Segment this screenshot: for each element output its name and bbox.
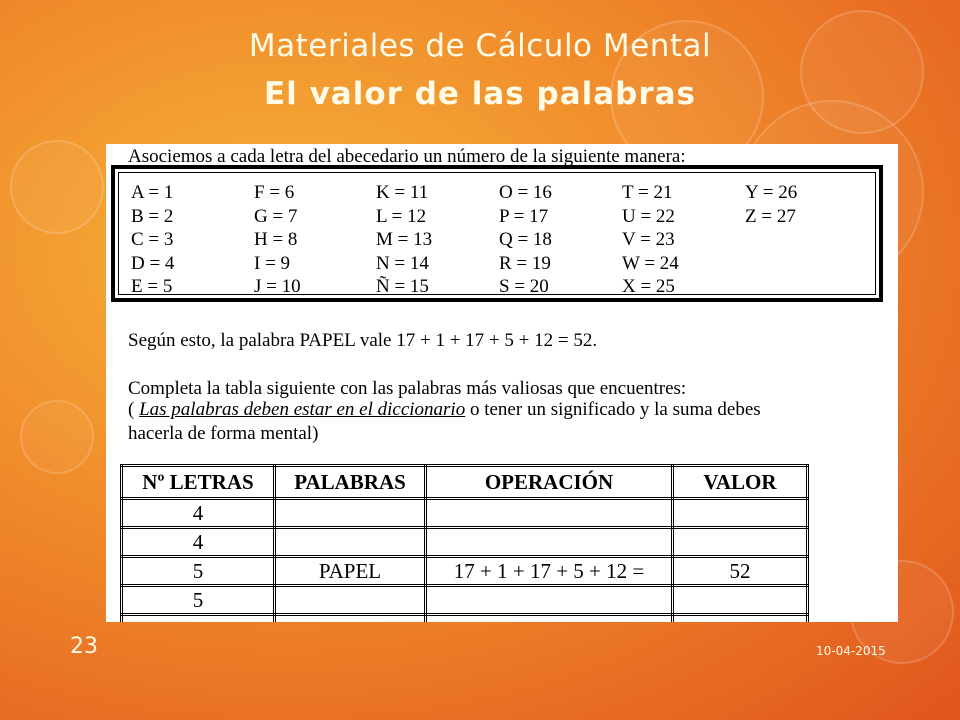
letter-value: Q = 18 [499,229,552,250]
intro-text: Asociemos a cada letra del abecedario un número de la siguiente manera: [128,146,686,167]
letter-value: A = 1 [131,182,174,203]
letter-value: B = 2 [131,205,174,227]
letter-value: Z = 27 [745,205,796,227]
slide-date: 10-04-2015 [816,644,886,658]
scanned-worksheet [106,144,898,622]
table-cell [673,586,808,615]
table-cell [673,615,808,623]
table-cell [275,586,426,615]
decorative-bubble [20,400,94,474]
letter-value: Ñ = 15 [376,276,429,297]
instruction-line-2 [128,399,866,421]
table-cell [673,528,808,557]
table-cell: 4 [122,528,275,557]
letter-value: N = 14 [376,252,429,274]
table-cell: PAPEL [275,557,426,586]
letter-value: Y = 26 [745,182,798,203]
slide-subtitle: El valor de las palabras [263,76,697,112]
table-cell [673,499,808,528]
letter-value: D = 4 [131,252,175,274]
letter-values-inner [118,172,876,295]
table-cell [122,615,275,623]
letter-value: P = 17 [499,205,549,227]
header-value: VALOR [673,466,808,499]
table-cell [275,528,426,557]
header-operation: OPERACIÓN [426,466,673,499]
table-cell [275,499,426,528]
letter-value: L = 12 [376,205,427,227]
letter-column [622,181,679,299]
decorative-bubble [10,140,104,234]
letter-column [499,181,552,299]
table-row [122,557,808,586]
letter-value: I = 9 [254,252,291,274]
table-cell: 4 [122,499,275,528]
letter-value: H = 8 [254,229,298,250]
table-row [122,586,808,615]
table-cell: 52 [673,557,808,586]
table-header-row [122,466,808,499]
table-row [122,615,808,623]
letter-value: F = 6 [254,182,295,203]
instruction-line-3: hacerla de forma mental) [128,423,319,444]
table-cell [426,615,673,623]
table-cell [426,586,673,615]
letter-value: S = 20 [499,276,549,297]
letter-value: U = 22 [622,205,675,227]
letter-value: J = 10 [254,276,301,297]
letter-column [376,181,432,299]
letter-value: X = 25 [622,276,675,297]
table-cell [275,615,426,623]
instruction-line-1: Completa la tabla siguiente con las palabras más valiosas que encuentres: [128,378,687,399]
table-row [122,528,808,557]
letter-value: V = 23 [622,229,675,250]
instruction-rest: o tener un significado y la suma debes [465,399,761,420]
letter-value: O = 16 [499,182,552,203]
letter-values-box [111,165,883,302]
header-num-letters: Nº LETRAS [122,466,275,499]
table-cell: 5 [122,586,275,615]
letter-value: G = 7 [254,205,298,227]
header-words: PALABRAS [275,466,426,499]
example-text: Según esto, la palabra PAPEL vale 17 + 1 + 17 + 5 + 12 = 52. [128,330,598,351]
table-row [122,499,808,528]
instruction-open: ( [128,399,140,420]
letter-column [254,181,301,299]
letter-column [131,181,174,299]
table-cell: 17 + 1 + 17 + 5 + 12 = [426,557,673,586]
table-cell: 5 [122,557,275,586]
table-cell [426,528,673,557]
letter-value: W = 24 [622,252,679,274]
letter-value: E = 5 [131,276,173,297]
letter-column [745,181,797,228]
slide-number: 23 [70,634,98,659]
words-table [120,464,809,622]
letter-value: C = 3 [131,229,174,250]
letter-value: M = 13 [376,229,433,250]
letter-value: K = 11 [376,182,429,203]
letter-value: T = 21 [622,182,673,203]
table-cell [426,499,673,528]
letter-value: R = 19 [499,252,551,274]
slide-title: Materiales de Cálculo Mental [248,28,712,64]
instruction-underlined: Las palabras deben estar en el diccionario [139,399,466,420]
